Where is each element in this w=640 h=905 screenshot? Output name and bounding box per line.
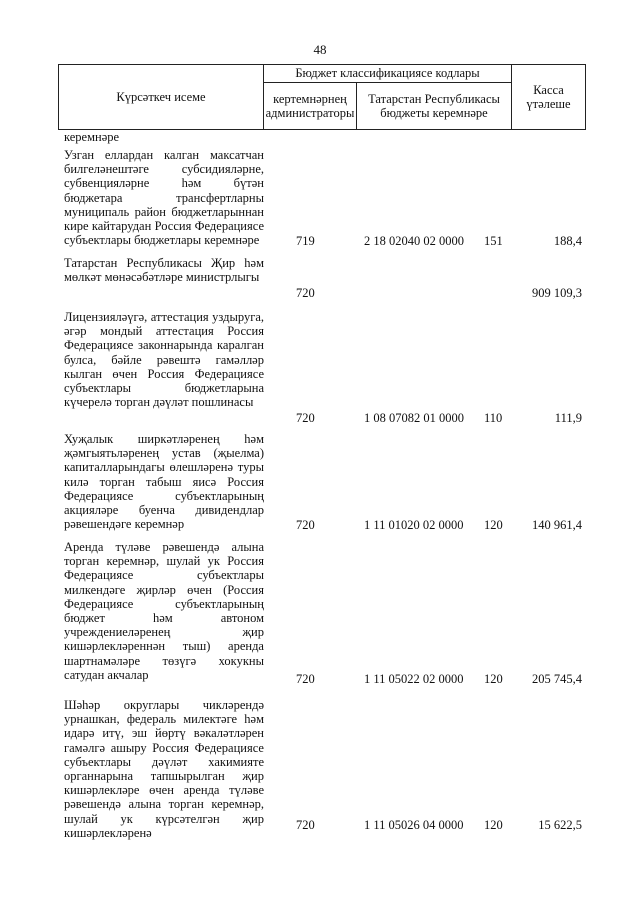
row-subcode: 151	[484, 234, 503, 248]
row-description: керемнәре	[64, 130, 120, 144]
row-amount: 188,4	[553, 234, 582, 248]
row-amount: 140 961,4	[532, 518, 582, 532]
header-budget-classification: Бюджет классификациясе кодлары	[264, 65, 512, 83]
row-admin-code: 720	[296, 411, 315, 425]
row-subcode: 120	[484, 518, 503, 532]
row-budget-code: 1 11 05022 02 0000	[364, 672, 464, 686]
header-revenue-administrator: кертемнәрнең администраторы	[264, 83, 357, 129]
header-cash-execution: Касса үтәлеше	[526, 82, 571, 111]
row-admin-code: 720	[296, 672, 315, 686]
row-budget-code: 1 11 05026 04 0000	[364, 818, 464, 832]
row-amount: 205 745,4	[532, 672, 582, 686]
row-subcode: 120	[484, 818, 503, 832]
row-amount: 15 622,5	[538, 818, 582, 832]
row-subcode: 110	[484, 411, 503, 425]
row-description: Аренда түләве рәвешендә алына торган керемнәр, шулай ук Россия Федерациясе субъектлары милкендәге җирләр өчен (Россия Федерациясе субъектларының бюджет һәм автоном учреждениеләренең җир кишәрлекләреннән тыш) аренда шартнамәләре төзүгә хокукны сатудан акчалар	[64, 540, 264, 682]
row-description: Лицензияләүгә, аттестация уздыруга, әгәр мондый аттестация Россия Федерациясе законнарында каралган булса, бәйле рәвештә гамәлләр кылган өчен Россия Федерациясе субъектлары бюджетларына күчерелә торган дәүләт пошлинасы	[64, 310, 264, 410]
row-budget-code: 2 18 02040 02 0000	[364, 234, 464, 248]
header-republic-budget-revenue: Татарстан Республикасы бюджеты керемнәре	[357, 83, 512, 129]
row-description: Шәһәр округлары чикләрендә урнашкан, федераль милектәге һәм идарә итү, эш йөртү вәкаләтләрен гамәлгә ашыру Россия Федерациясе субъектлары дәүләт хакимияте органнарына тапшырылган җир кишәрлекләре өчен аренда түләве рәвешендә алына торган керемнәр, шулай ук күрсәтелгән җир кишәрлекләренә	[64, 698, 264, 840]
row-subcode: 120	[484, 672, 503, 686]
row-description: Узган еллардан калган максатчан билгеләнештәге субсидияләрне, субвенцияләрне һәм бүтән бюджетара трансфертларны муниципаль район бюджетларыннан кире кайтарудан Россия Федерациясе субъектлары бюджетлары керемнәре	[64, 148, 264, 248]
row-description: Хуҗалык ширкәтләренең һәм җәмгыятьләренең устав (җыелма) капиталларындагы өлешләренә туры килә торган табыш яисә Россия Федерациясе субъектларының акцияләре буенча дивидендлар рәвешендәге керемнәр	[64, 432, 264, 532]
page-number: 48	[313, 42, 327, 57]
row-amount: 909 109,3	[532, 286, 582, 300]
row-admin-code: 720	[296, 818, 315, 832]
row-budget-code: 1 11 01020 02 0000	[364, 518, 464, 532]
row-admin-code: 720	[296, 286, 315, 300]
row-amount: 111,9	[554, 411, 582, 425]
header-indicator-name: Күрсәткеч исеме	[59, 65, 264, 129]
row-admin-code: 719	[296, 234, 315, 248]
row-budget-code: 1 08 07082 01 0000	[364, 411, 464, 425]
table-header	[58, 64, 586, 130]
row-admin-code: 720	[296, 518, 315, 532]
row-description: Татарстан Республикасы Җир һәм мөлкәт мөнәсәбәтләре министрлыгы	[64, 256, 264, 285]
